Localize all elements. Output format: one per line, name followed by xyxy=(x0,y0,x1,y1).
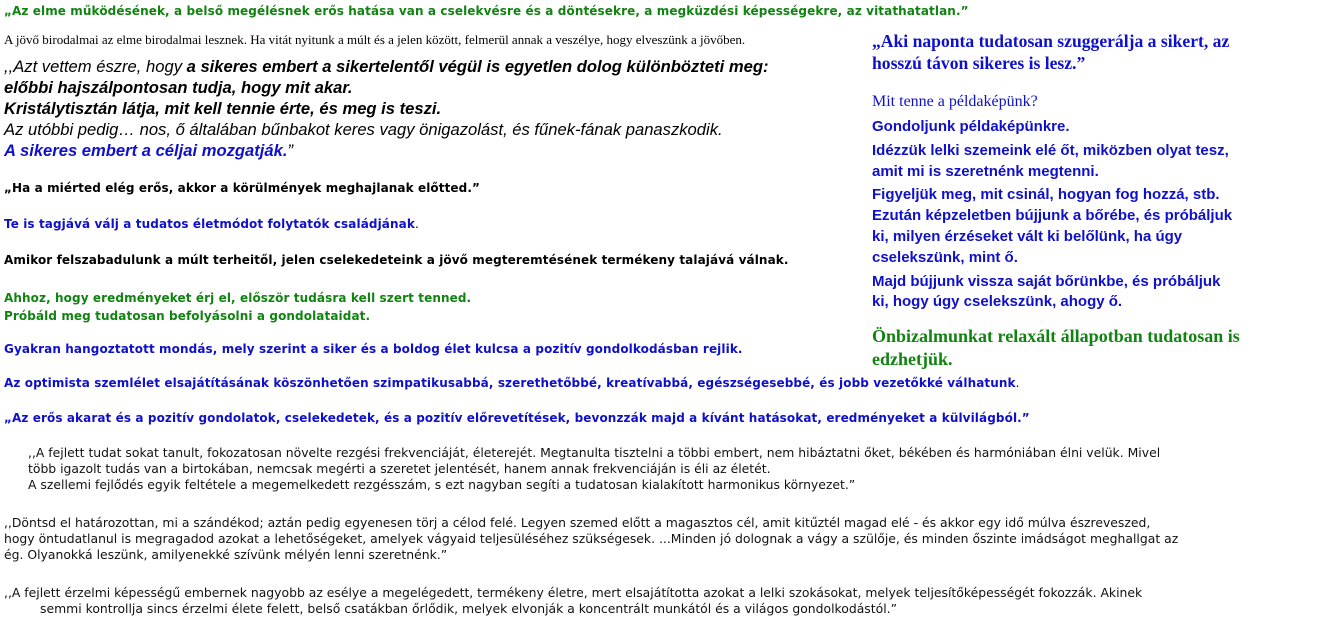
role-model-question: Mit tenne a példaképünk? xyxy=(872,93,1038,110)
step-line: ki, milyen érzéseket vált ki belőlünk, ha úgy xyxy=(872,227,1183,245)
results-line-1: Ahhoz, hogy eredményeket érj el, először tudásra kell szert tenned. xyxy=(4,291,472,305)
developed-line-2: több igazolt tudás van a birtokában, nemcsak megérti a szeretet jelentését, hanem annak frekvenciáján is éli az életét. xyxy=(28,461,771,476)
success-quote-line-5 xyxy=(4,140,864,161)
optimist-text-main: Az optimista szemlélet elsajátításának köszönhetően szimpatikusabbá, szerethetőbbé, kreatívabbá, egészségesebbé, és jobb vezetőkké válhatunk xyxy=(4,376,1016,390)
step-line: ki, hogy úgy cselekszünk, ahogy ő. xyxy=(872,293,1123,311)
confidence-line-1: Önbizalmunkat relaxált állapotban tudatosan is xyxy=(872,326,1240,346)
success-quote-goal: A sikeres embert a céljai mozgatják. xyxy=(4,141,288,160)
emotional-line-1: ,,A fejlett érzelmi képességű embernek nagyobb az esélye a megelégedett, termékeny életre, mert elsajátította azokat a lelki szokásokat, melyek teljesítőképességét fokozzák. Akinek xyxy=(4,585,1143,600)
success-quote-line-2: előbbi hajszálpontosan tudja, hogy mit akar. xyxy=(4,78,353,97)
decide-line-3: ég. Olyanokká leszünk, amilyenekké szívünk mélyén lenni szeretnénk.” xyxy=(4,547,448,562)
strong-will-quote: „Az erős akarat és a pozitív gondolatok, cselekedetek, és a pozitív előrevetítések, bevonzzák majd a kívánt hatásokat, eredményeket a külvilágból.” xyxy=(4,411,1030,425)
step-line: Idézzük lelki szemeink elé őt, miközben olyat tesz, xyxy=(872,141,1229,159)
right-quote xyxy=(872,30,1229,74)
success-quote-line-4: Az utóbbi pedig… nos, ő általában bűnbakot keres vagy önigazolást, és fűnek-fának panaszkodik. xyxy=(4,120,723,139)
success-quote-bold: a sikeres embert a sikertelentől végül is egyetlen dolog különbözteti meg: xyxy=(186,57,769,76)
step-line: Figyeljük meg, mit csinál, hogyan fog hozzá, stb. xyxy=(872,186,1220,204)
right-quote-line-2: hosszú távon sikeres is lesz.” xyxy=(872,53,1086,73)
right-quote-line-1: „Aki naponta tudatosan szuggerálja a sikert, az xyxy=(872,31,1230,51)
step-line: Majd bújjunk vissza saját bőrünkbe, és próbáljuk xyxy=(872,272,1221,290)
developed-mind-quote xyxy=(28,445,1318,493)
success-quote-line-3: Kristálytisztán látja, mit kell tennie érte, és meg is teszi. xyxy=(4,99,442,118)
success-quote-lead: ,,Azt vettem észre, hogy xyxy=(4,57,187,76)
optimist-text xyxy=(4,376,1020,390)
join-text xyxy=(4,217,419,231)
confidence-text xyxy=(872,325,1240,370)
emotional-quote xyxy=(4,585,1324,617)
free-text: Amikor felszabadulunk a múlt terheitől, jelen cselekedeteink a jövő megteremtésének termékeny talajává válnak. xyxy=(4,253,789,267)
success-quote xyxy=(4,56,864,161)
success-quote-end: ” xyxy=(287,141,293,160)
developed-line-1: ,,A fejlett tudat sokat tanult, fokozatosan növelte rezgési frekvenciáját, életerejét. Megtanulta tisztelni a többi embert, nem hibáztatni őket, békében és harmóniában élni velük. Mivel xyxy=(28,445,1161,460)
intro-text: A jövő birodalmai az elme birodalmai lesznek. Ha vitát nyitunk a múlt és a jelen között, felmerül annak a veszélye, hogy elveszünk a jövőben. xyxy=(4,32,746,47)
saying-text: Gyakran hangoztatott mondás, mely szerint a siker és a boldog élet kulcsa a pozitív gondolkodásban rejlik. xyxy=(4,342,743,356)
developed-line-3: A szellemi fejlődés egyik feltétele a megemelkedett rezgésszám, s ezt nagyban segíti a tudatosan kialakított harmonikus környezet.” xyxy=(28,477,856,492)
decide-line-2: hogy öntudatlanul is megragadod azokat a lehetőségeket, amelyek vágyaid teljesüléséhez szükségesek. ...Minden jó dolognak a vágy a szülője, és minden őszinte imádságot meghallgat az xyxy=(4,531,1179,546)
decide-quote xyxy=(4,515,1324,563)
results-line-2: Próbáld meg tudatosan befolyásolni a gondolataidat. xyxy=(4,309,371,323)
optimist-text-end: . xyxy=(1015,376,1020,390)
quote-mind-effect: „Az elme működésének, a belső megélésnek erős hatása van a cselekvésre és a döntésekre, a megküzdési képességekre, az vitathatatlan.” xyxy=(4,4,969,18)
decide-line-1: ,,Döntsd el határozottan, mi a szándékod; aztán pedig egyenesen törj a célod felé. Legyen szemed előtt a magasztos cél, amit kitűztél magad elé - és akkor egy idő múlva észreveszed, xyxy=(4,515,1151,530)
step-line: amit mi is szeretnénk megtenni. xyxy=(872,162,1099,180)
results-text xyxy=(4,289,471,325)
step-line: Ezután képzeletben bújjunk a bőrébe, és próbáljuk xyxy=(872,207,1233,225)
step-line: cselekszünk, mint ő. xyxy=(872,248,1018,266)
join-text-end: . xyxy=(414,217,419,231)
success-quote-line-1 xyxy=(4,56,864,77)
role-model-steps xyxy=(872,117,1232,313)
confidence-line-2: edzhetjük. xyxy=(872,348,953,369)
join-text-main: Te is tagjává válj a tudatos életmódot folytatók családjának xyxy=(4,217,415,231)
step-line: Gondoljunk példaképünkre. xyxy=(872,118,1070,135)
emotional-line-2: semmi kontrollja sincs érzelmi élete felett, belső csatákban őrlődik, melyek elvonják a koncentrált munkától és a világos gondolkodástól.” xyxy=(40,601,897,616)
why-quote: „Ha a miérted elég erős, akkor a körülmények meghajlanak előtted.” xyxy=(4,181,481,195)
